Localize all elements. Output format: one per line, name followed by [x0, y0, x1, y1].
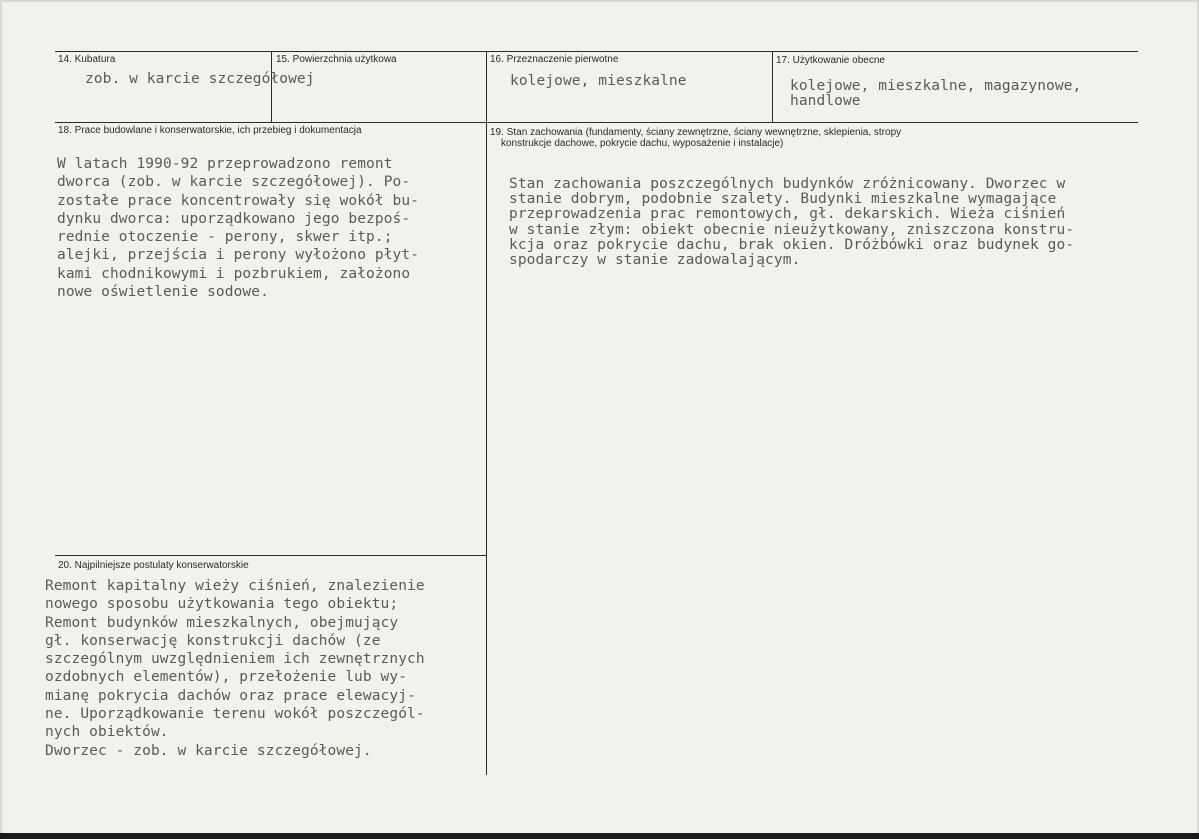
divider-16-17 — [772, 51, 773, 122]
field-18-value: W latach 1990-92 przeprowadzono remont dworca (zob. w karcie szczegółowej). Po- zostałe prace koncentrowały się wokół bu- dynku dworca: uporządkowano jego bezpoś- rednie otoczenie - perony, skwer itp.; alejki, przejścia i perony wyłożono płyt- kami chodnikowymi i pozbrukiem, założono nowe oświetlenie sodowe. — [57, 156, 420, 301]
field-17-label: 17. Użytkowanie obecne — [776, 55, 885, 66]
field-18-label: 18. Prace budowlane i konserwatorskie, ich przebieg i dokumentacja — [58, 125, 362, 136]
field-16-value: kolejowe, mieszkalne — [510, 73, 687, 89]
scan-bottom-edge — [0, 833, 1199, 839]
top-rule — [55, 51, 1138, 52]
field-19-value: Stan zachowania poszczególnych budynków zróżnicowany. Dworzec w stanie dobrym, podobnie szalety. Budynki mieszkalne wymagające przeprowadzenia prac remontowych, gł. dekarskich. Wieża ciśnień w stanie złym: obiekt obecnie nieużytkowany, zniszczona konstru- kcja oraz pokrycie dachu, brak okien. Dróżbówki oraz budynek go- spodarczy w stanie zadowalającym. — [509, 176, 1075, 269]
field-14-label: 14. Kubatura — [58, 54, 116, 65]
field-14-value: zob. w karcie szczegółowej — [85, 71, 315, 87]
field-19-label-line1: 19. Stan zachowania (fundamenty, ściany zewnętrzne, ściany wewnętrzne, sklepienia, stropy — [490, 127, 902, 138]
row1-bottom-rule — [55, 122, 1138, 123]
field-16-label: 16. Przeznaczenie pierwotne — [490, 54, 619, 65]
field-15-label: 15. Powierzchnia użytkowa — [276, 54, 397, 65]
field-20-value: Remont kapitalny wieży ciśnień, znalezienie nowego sposobu użytkowania tego obiektu; Remont budynków mieszkalnych, obejmujący gł. konserwację konstrukcji dachów (ze szczególnym uwzględnieniem ich zewnętrznych ozdobnych elementów), przełożenie lub wy- mianę pokrycia dachów oraz prace elewacyj- ne. Uporządkowanie terenu wokół poszczegól- nych obiektów. Dworzec - zob. w karcie szczegółowej. — [45, 578, 425, 759]
field-20-label: 20. Najpilniejsze postulaty konserwatorskie — [58, 560, 249, 571]
field-19-label-line2: konstrukcje dachowe, pokrycie dachu, wyposażenie i instalacje) — [501, 138, 784, 149]
field20-top-rule — [55, 555, 487, 556]
main-vertical-divider — [486, 51, 487, 775]
field-17-value: kolejowe, mieszkalne, magazynowe, handlowe — [790, 78, 1082, 110]
